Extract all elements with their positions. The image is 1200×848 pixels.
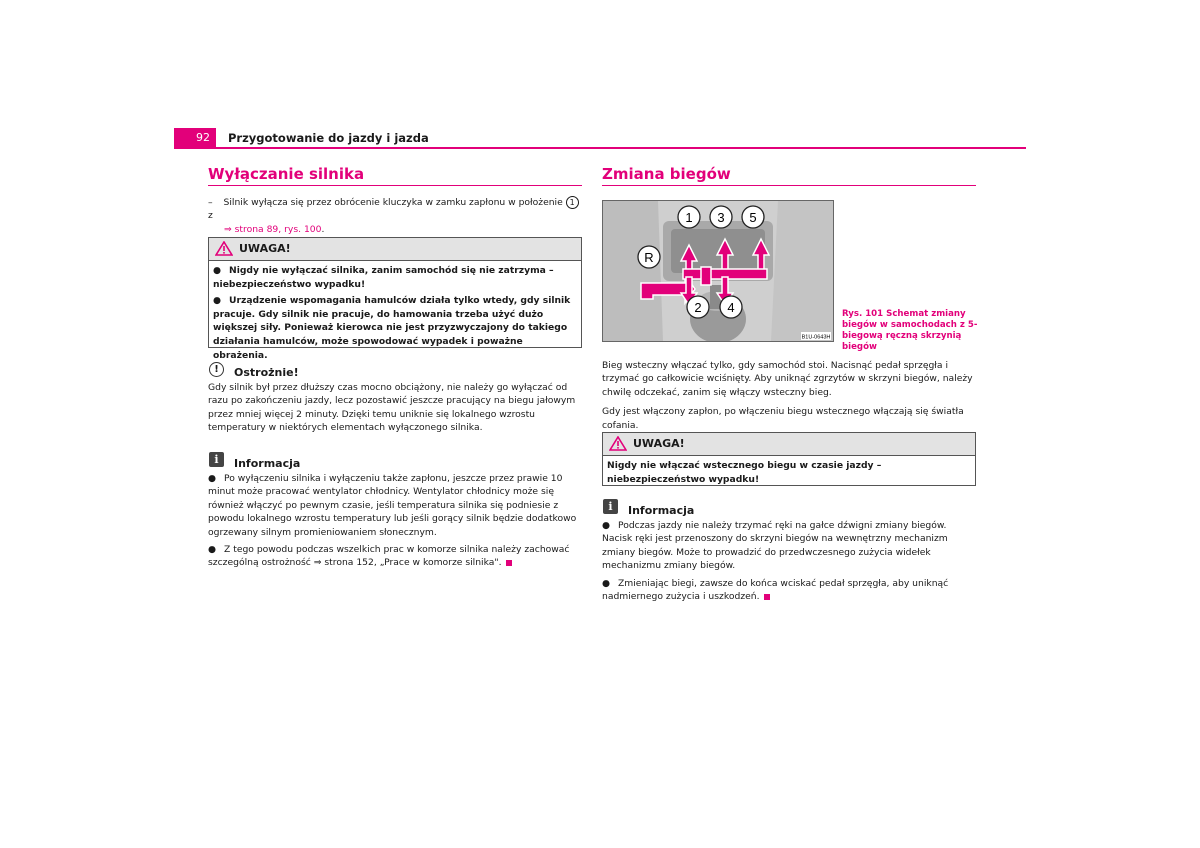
- warning-box: [208, 237, 582, 361]
- figure-code: B1U-0643H: [801, 334, 831, 341]
- caution-title: Ostrożnie!: [234, 366, 299, 379]
- dash: –: [208, 197, 213, 208]
- warning-title: UWAGA!: [239, 242, 291, 255]
- end-marker: [506, 560, 512, 566]
- gear-shift-figure: [602, 200, 834, 342]
- gear-shift-diagram: [603, 201, 833, 341]
- intro-paragraph: [208, 196, 582, 236]
- info-item: ● Zmieniając biegi, zawsze do końca wciskać pedał sprzęgła, aby uniknąć nadmiernego zużycia i uszkodzeń.: [602, 577, 949, 603]
- intro-end: .: [321, 223, 325, 235]
- gear-label-4: 4: [727, 300, 735, 315]
- gear-label-r: R: [644, 250, 654, 265]
- chapter-title: Przygotowanie do jazdy i jazda: [228, 131, 429, 145]
- section-rule: [208, 185, 582, 186]
- gear-label-3: 3: [717, 210, 725, 225]
- paragraph: Gdy jest włączony zapłon, po włączeniu biegu wstecznego włączają się światła cofania.: [602, 406, 964, 431]
- info-list: [208, 472, 582, 574]
- caution-exclamation-icon: !: [209, 362, 224, 377]
- header-rule: [174, 147, 1026, 149]
- section-rule: [602, 185, 976, 186]
- reverse-gear-text: [602, 359, 976, 436]
- warning-text: Nigdy nie włączać wstecznego biegu w czasie jazdy – niebezpieczeństwo wypadku!: [607, 460, 882, 485]
- intro-after: z: [208, 210, 213, 222]
- warning-header: [603, 433, 975, 456]
- warning-item: ● Urządzenie wspomagania hamulców działa tylko wtedy, gdy silnik pracuje. Gdy silnik nie pracuje, do hamowania trzeba użyć dużo większej siły. Ponieważ kierowca nie jest przyzwyczajony do takiego działania hamulców, może spowodować wypadek i poważne obrażenia.: [213, 295, 571, 361]
- page-ref-link[interactable]: ⇒ strona 89, rys. 100: [224, 223, 322, 235]
- position-marker: 1: [566, 196, 579, 209]
- info-title: Informacja: [234, 457, 301, 470]
- intro-text: Silnik wyłącza się przez obrócenie kluczyka w zamku zapłonu w położenie: [223, 197, 563, 208]
- info-item: ● Po wyłączeniu silnika i wyłączeniu także zapłonu, jeszcze przez prawie 10 minut może pracować wentylator chłodnicy. Wentylator chłodnicy może się również włączyć po pewnym czasie, jeśli temperatura silnika się podniesie z powodu lokalnego wzrostu temperatury lub jeśli gorący silnik będzie dodatkowo ogrzewany silnym promieniowaniem słonecznym.: [208, 473, 577, 538]
- warning-header: [209, 238, 581, 261]
- info-list: [602, 519, 976, 607]
- end-marker: [764, 594, 770, 600]
- warning-title: UWAGA!: [633, 437, 685, 450]
- info-item: ● Podczas jazdy nie należy trzymać ręki na gałce dźwigni zmiany biegów. Nacisk ręki jest przenoszony do skrzyni biegów na wewnętrzny mechanizm zmiany biegów. Może to prowadzić do przedwczesnego zużycia widełek mechanizmu zmiany biegów.: [602, 520, 948, 572]
- warning-triangle-icon: [215, 241, 233, 256]
- info-icon: i: [603, 499, 618, 514]
- section-title-engine-off: Wyłączanie silnika: [208, 165, 365, 183]
- info-icon: i: [209, 452, 224, 467]
- page-number: 92: [174, 128, 216, 148]
- gear-label-2: 2: [694, 300, 702, 315]
- gear-label-1: 1: [685, 210, 693, 225]
- info-title: Informacja: [628, 504, 695, 517]
- figure-caption: Rys. 101 Schemat zmiany biegów w samochodach z 5-biegową ręczną skrzynią biegów: [842, 309, 978, 352]
- paragraph: Bieg wsteczny włączać tylko, gdy samochód stoi. Nacisnąć pedał sprzęgła i trzymać go całkowicie wciśnięty. Aby uniknąć zgrzytów w skrzyni biegów, należy chwilę odczekać, zanim się włączy wsteczny bieg.: [602, 360, 973, 398]
- warning-item: ● Nigdy nie wyłączać silnika, zanim samochód się nie zatrzyma – niebezpieczeństwo wypadku!: [213, 265, 554, 290]
- warning-body: [209, 261, 581, 368]
- caution-text: Gdy silnik był przez dłuższy czas mocno obciążony, nie należy go wyłączać od razu po zakończeniu jazdy, lecz pozostawić jeszcze pracujący na biegu jałowym przez mniej więcej 2 minuty. Dzięki temu uniknie się lokalnego wzrostu temperatury w niektórych elementach wyłączonego silnika.: [208, 382, 576, 434]
- section-title-gear-change: Zmiana biegów: [602, 165, 731, 183]
- warning-box: [602, 432, 976, 486]
- info-item: ● Z tego powodu podczas wszelkich prac w komorze silnika należy zachować szczególną ostrożność ⇒ strona 152, „Prace w komorze silnika".: [208, 544, 570, 569]
- warning-triangle-icon: [609, 436, 627, 451]
- gear-label-5: 5: [749, 210, 757, 225]
